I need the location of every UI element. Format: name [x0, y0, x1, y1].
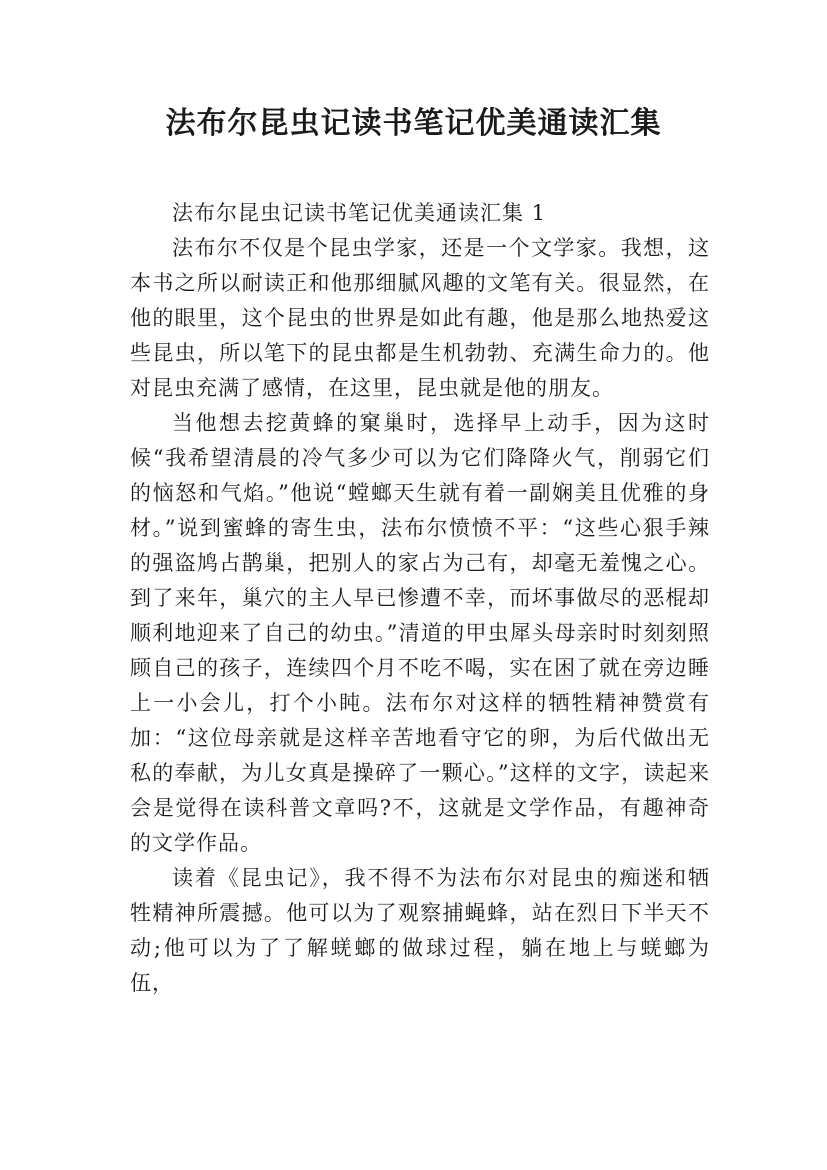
document-body [130, 196, 710, 1001]
section-heading: 法布尔昆虫记读书笔记优美通读汇集 1 [172, 201, 547, 225]
paragraph: 当他想去挖黄蜂的窠巢时，选择早上动手，因为这时候“我希望清晨的冷气多少可以为它们降降火气，削弱它们的恼怒和气焰。”他说“螳螂天生就有着一副娴美且优雅的身材。”说到蜜蜂的寄生虫，法布尔愤愤不平：“这些心狠手辣的强盗鸠占鹊巢，把别人的家占为己有，却毫无羞愧之心。到了来年，巢穴的主人早已惨遭不幸，而坏事做尽的恶棍却顺利地迎来了自己的幼虫。”清道的甲虫犀头母亲时时刻刻照顾自己的孩子，连续四个月不吃不喝，实在困了就在旁边睡上一小会儿，打个小盹。法布尔对这样的牺牲精神赞赏有加：“这位母亲就是这样辛苦地看守它的卵，为后代做出无私的奉献，为儿女真是操碎了一颗心。”这样的文字，读起来会是觉得在读科普文章吗?不，这就是文学作品，有趣神奇的文学作品。 [130, 411, 710, 855]
paragraph: 读着《昆虫记》，我不得不为法布尔对昆虫的痴迷和牺牲精神所震撼。他可以为了观察捕蝇蜂，站在烈日下半天不动;他可以为了了解蜣螂的做球过程，躺在地上与蜣螂为伍， [130, 866, 710, 995]
paragraph: 法布尔不仅是个昆虫学家，还是一个文学家。我想，这本书之所以耐读正和他那细腻风趣的文笔有关。很显然，在他的眼里，这个昆虫的世界是如此有趣，他是那么地热爱这些昆虫，所以笔下的昆虫都是生机勃勃、充满生命力的。他对昆虫充满了感情，在这里，昆虫就是他的朋友。 [130, 236, 710, 400]
document-title: 法布尔昆虫记读书笔记优美通读汇集 [165, 106, 662, 141]
